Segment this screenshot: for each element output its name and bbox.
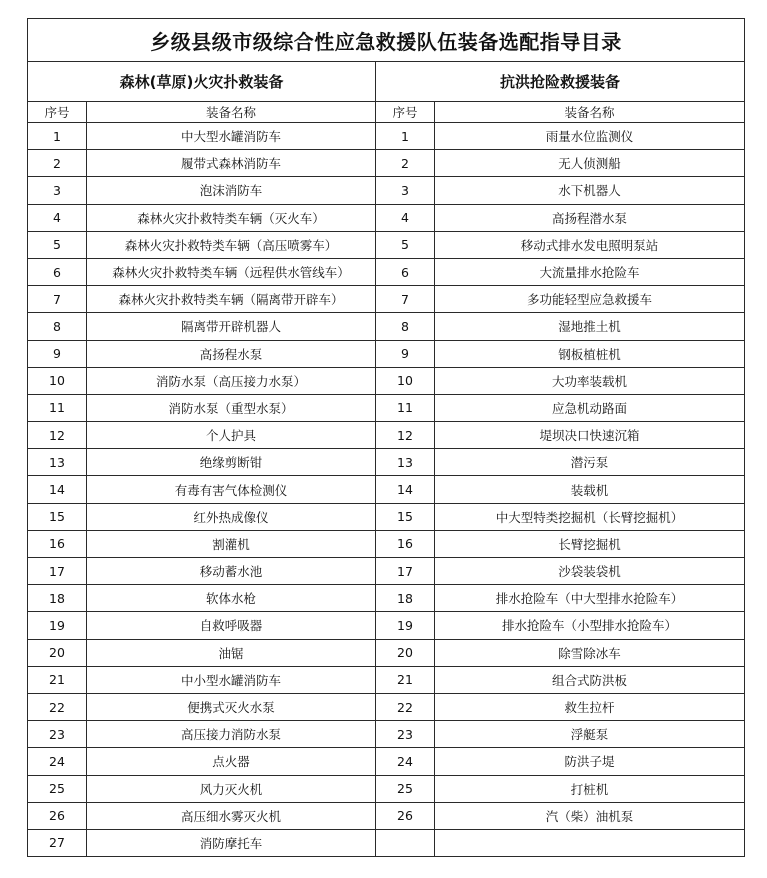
right-equipment-name: 中大型特类挖掘机（长臂挖掘机）	[435, 503, 745, 530]
table-row	[28, 476, 745, 503]
right-row-number: 24	[376, 748, 435, 775]
table-row	[28, 231, 745, 258]
left-equipment-name: 消防摩托车	[87, 829, 376, 856]
right-row-number: 4	[376, 204, 435, 231]
right-equipment-name: 长臂挖掘机	[435, 530, 745, 557]
document-title: 乡级县级市级综合性应急救援队伍装备选配指导目录	[28, 19, 745, 62]
left-equipment-name: 中大型水罐消防车	[87, 123, 376, 150]
right-row-number: 22	[376, 693, 435, 720]
right-row-number: 13	[376, 449, 435, 476]
right-row-number: 8	[376, 313, 435, 340]
left-equipment-name: 森林火灾扑救特类车辆（高压喷雾车）	[87, 231, 376, 258]
right-row-number: 10	[376, 367, 435, 394]
left-equipment-name: 绝缘剪断钳	[87, 449, 376, 476]
right-row-number: 21	[376, 666, 435, 693]
right-equipment-name: 排水抢险车（小型排水抢险车）	[435, 612, 745, 639]
right-equipment-name: 大流量排水抢险车	[435, 258, 745, 285]
left-equipment-name: 高扬程水泵	[87, 340, 376, 367]
right-equipment-name: 雨量水位监测仪	[435, 123, 745, 150]
table-row	[28, 829, 745, 856]
left-row-number: 19	[28, 612, 87, 639]
right-row-number: 6	[376, 258, 435, 285]
table-row	[28, 258, 745, 285]
right-equipment-name	[435, 829, 745, 856]
left-equipment-name: 消防水泵（高压接力水泵）	[87, 367, 376, 394]
left-row-number: 3	[28, 177, 87, 204]
left-equipment-name: 隔离带开辟机器人	[87, 313, 376, 340]
table-row	[28, 693, 745, 720]
right-row-number: 1	[376, 123, 435, 150]
left-equipment-name: 高压接力消防水泵	[87, 721, 376, 748]
table-row	[28, 802, 745, 829]
left-equipment-name: 森林火灾扑救特类车辆（远程供水管线车）	[87, 258, 376, 285]
left-row-number: 10	[28, 367, 87, 394]
table-row	[28, 775, 745, 802]
table-row	[28, 530, 745, 557]
table-row	[28, 721, 745, 748]
right-equipment-name: 排水抢险车（中大型排水抢险车）	[435, 585, 745, 612]
right-equipment-name: 潜污泵	[435, 449, 745, 476]
left-equipment-name: 有毒有害气体检测仪	[87, 476, 376, 503]
left-equipment-name: 便携式灭火水泵	[87, 693, 376, 720]
table-row	[28, 286, 745, 313]
table-row	[28, 150, 745, 177]
table-row	[28, 340, 745, 367]
right-row-number: 12	[376, 422, 435, 449]
right-equipment-name: 应急机动路面	[435, 394, 745, 421]
left-row-number: 27	[28, 829, 87, 856]
left-row-number: 18	[28, 585, 87, 612]
left-row-number: 17	[28, 558, 87, 585]
right-equipment-name: 堤坝决口快速沉箱	[435, 422, 745, 449]
left-equipment-name: 个人护具	[87, 422, 376, 449]
right-equipment-name: 沙袋装袋机	[435, 558, 745, 585]
right-equipment-name: 除雪除冰车	[435, 639, 745, 666]
left-row-number: 21	[28, 666, 87, 693]
section-heading-flood-rescue: 抗洪抢险救援装备	[376, 62, 745, 102]
right-equipment-name: 组合式防洪板	[435, 666, 745, 693]
left-equipment-name: 点火器	[87, 748, 376, 775]
right-equipment-name: 大功率装载机	[435, 367, 745, 394]
right-row-number: 23	[376, 721, 435, 748]
left-equipment-name: 割灌机	[87, 530, 376, 557]
left-equipment-name: 高压细水雾灭火机	[87, 802, 376, 829]
table-row	[28, 204, 745, 231]
right-row-number: 16	[376, 530, 435, 557]
left-row-number: 6	[28, 258, 87, 285]
right-equipment-name: 救生拉杆	[435, 693, 745, 720]
equipment-catalog-sheet	[27, 18, 744, 857]
left-row-number: 14	[28, 476, 87, 503]
left-equipment-name: 森林火灾扑救特类车辆（隔离带开辟车）	[87, 286, 376, 313]
right-row-number: 25	[376, 775, 435, 802]
right-row-number: 19	[376, 612, 435, 639]
table-row	[28, 394, 745, 421]
table-row	[28, 585, 745, 612]
left-row-number: 22	[28, 693, 87, 720]
right-equipment-name: 装载机	[435, 476, 745, 503]
table-row	[28, 612, 745, 639]
left-row-number: 15	[28, 503, 87, 530]
left-equipment-name: 红外热成像仪	[87, 503, 376, 530]
table-row	[28, 639, 745, 666]
right-row-number: 15	[376, 503, 435, 530]
left-equipment-name: 移动蓄水池	[87, 558, 376, 585]
right-equipment-name: 移动式排水发电照明泵站	[435, 231, 745, 258]
right-row-number: 5	[376, 231, 435, 258]
table-row	[28, 449, 745, 476]
table-row	[28, 367, 745, 394]
right-equipment-name: 高扬程潜水泵	[435, 204, 745, 231]
right-equipment-name: 钢板植桩机	[435, 340, 745, 367]
right-equipment-name: 浮艇泵	[435, 721, 745, 748]
left-row-number: 26	[28, 802, 87, 829]
left-row-number: 9	[28, 340, 87, 367]
left-row-number: 20	[28, 639, 87, 666]
left-row-number: 24	[28, 748, 87, 775]
section-heading-forest-fire: 森林(草原)火灾扑救装备	[28, 62, 376, 102]
column-header-right-equipment-name: 装备名称	[435, 102, 745, 123]
left-equipment-name: 自救呼吸器	[87, 612, 376, 639]
right-equipment-name: 打桩机	[435, 775, 745, 802]
right-equipment-name: 多功能轻型应急救援车	[435, 286, 745, 313]
table-row	[28, 748, 745, 775]
right-row-number	[376, 829, 435, 856]
left-row-number: 2	[28, 150, 87, 177]
right-equipment-name: 汽（柴）油机泵	[435, 802, 745, 829]
table-row	[28, 503, 745, 530]
table-row	[28, 177, 745, 204]
left-row-number: 25	[28, 775, 87, 802]
left-row-number: 13	[28, 449, 87, 476]
left-row-number: 11	[28, 394, 87, 421]
table-row	[28, 313, 745, 340]
table-row	[28, 558, 745, 585]
left-equipment-name: 风力灭火机	[87, 775, 376, 802]
right-row-number: 26	[376, 802, 435, 829]
equipment-catalog-table	[27, 18, 745, 857]
right-row-number: 9	[376, 340, 435, 367]
right-row-number: 7	[376, 286, 435, 313]
right-row-number: 18	[376, 585, 435, 612]
left-equipment-name: 泡沫消防车	[87, 177, 376, 204]
left-row-number: 4	[28, 204, 87, 231]
left-equipment-name: 软体水枪	[87, 585, 376, 612]
right-equipment-name: 水下机器人	[435, 177, 745, 204]
right-row-number: 3	[376, 177, 435, 204]
column-header-left-number: 序号	[28, 102, 87, 123]
right-row-number: 20	[376, 639, 435, 666]
left-row-number: 1	[28, 123, 87, 150]
left-equipment-name: 中小型水罐消防车	[87, 666, 376, 693]
column-header-left-equipment-name: 装备名称	[87, 102, 376, 123]
table-row	[28, 123, 745, 150]
left-row-number: 23	[28, 721, 87, 748]
left-row-number: 8	[28, 313, 87, 340]
left-row-number: 12	[28, 422, 87, 449]
right-row-number: 2	[376, 150, 435, 177]
left-equipment-name: 森林火灾扑救特类车辆（灭火车）	[87, 204, 376, 231]
right-equipment-name: 无人侦测船	[435, 150, 745, 177]
right-row-number: 17	[376, 558, 435, 585]
column-header-right-number: 序号	[376, 102, 435, 123]
right-row-number: 14	[376, 476, 435, 503]
left-equipment-name: 油锯	[87, 639, 376, 666]
table-row	[28, 422, 745, 449]
right-row-number: 11	[376, 394, 435, 421]
left-row-number: 16	[28, 530, 87, 557]
left-equipment-name: 消防水泵（重型水泵）	[87, 394, 376, 421]
table-row	[28, 666, 745, 693]
left-equipment-name: 履带式森林消防车	[87, 150, 376, 177]
left-row-number: 5	[28, 231, 87, 258]
left-row-number: 7	[28, 286, 87, 313]
right-equipment-name: 湿地推土机	[435, 313, 745, 340]
right-equipment-name: 防洪子堤	[435, 748, 745, 775]
